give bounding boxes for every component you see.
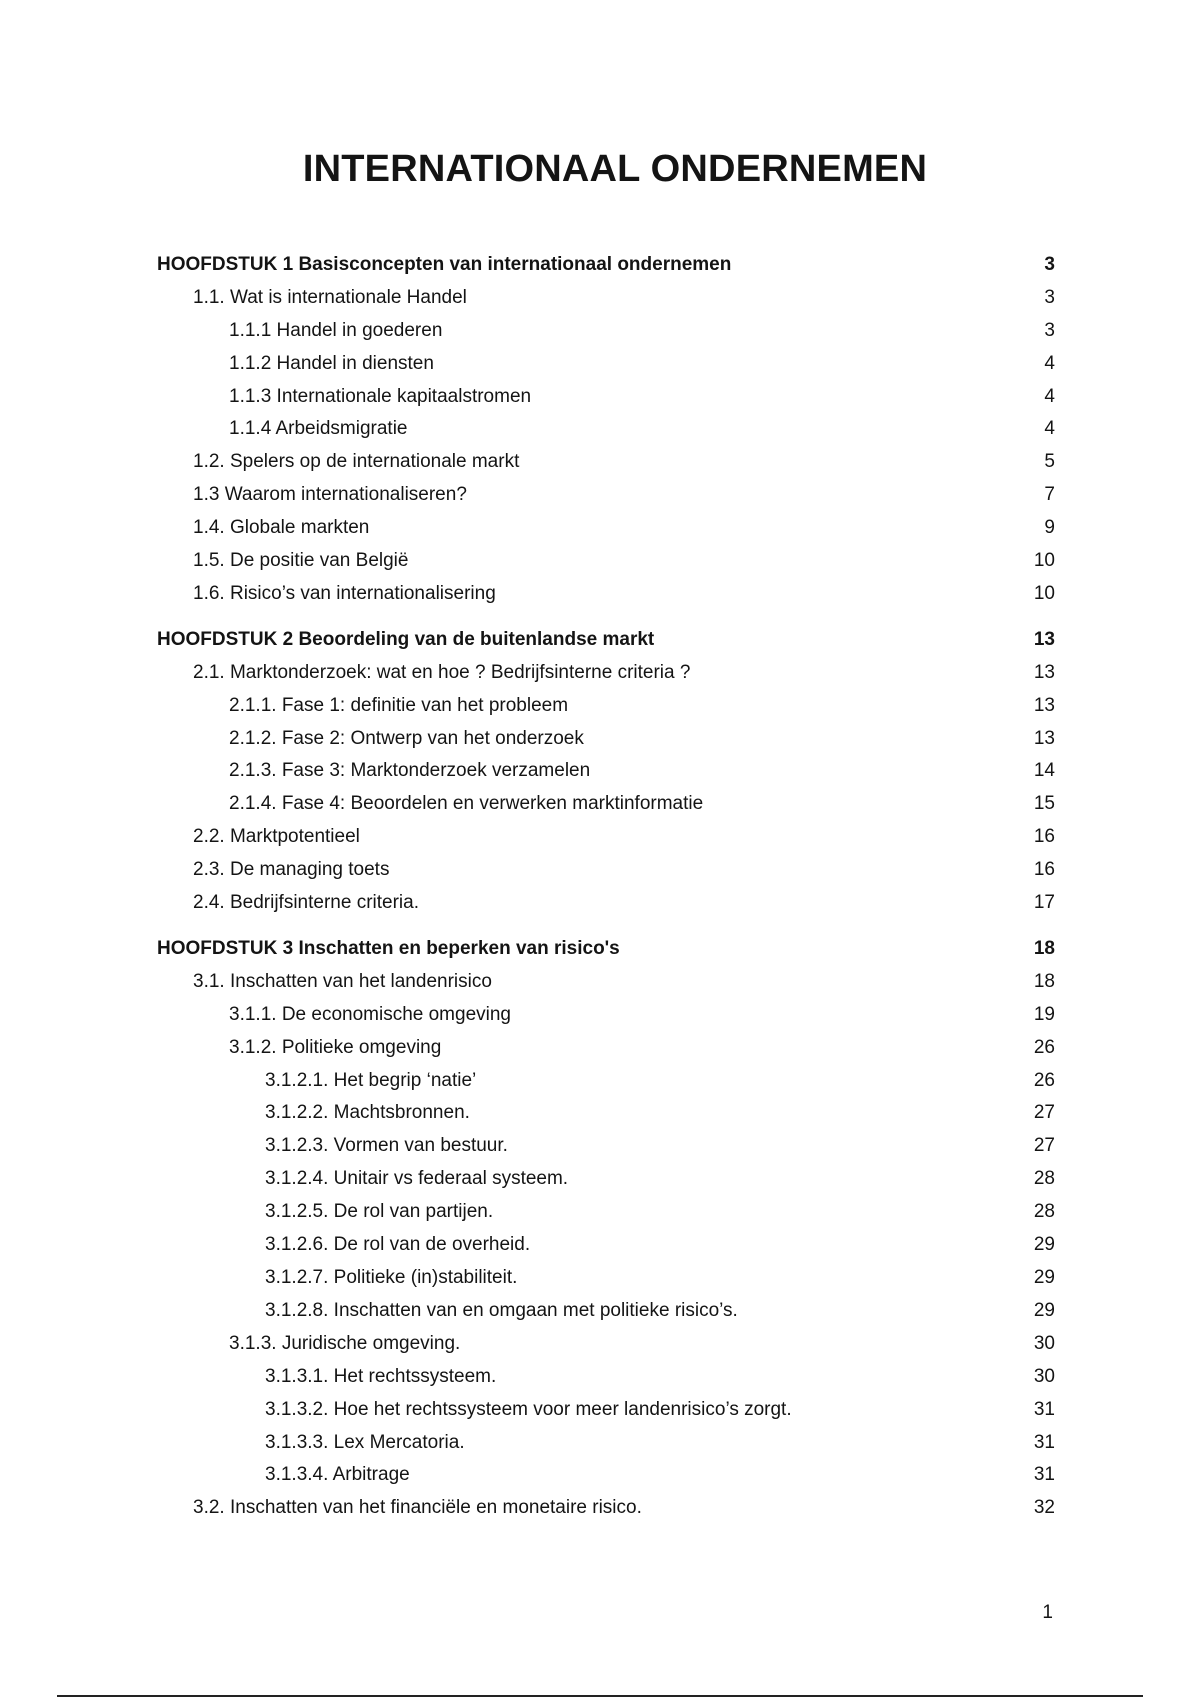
toc-chapter-entry[interactable] — [0, 627, 1200, 653]
toc-entry-title: 2.4. Bedrijfsinterne criteria. — [193, 892, 419, 913]
toc-entry[interactable] — [0, 1035, 1200, 1061]
toc-entry-page: 29 — [1033, 1234, 1055, 1255]
toc-entry-page: 5 — [1044, 451, 1055, 472]
toc-entry-page: 17 — [1033, 892, 1055, 913]
toc-entry-page: 18 — [1033, 971, 1055, 992]
toc-entry-page: 13 — [1033, 629, 1055, 650]
toc-entry[interactable] — [0, 449, 1200, 475]
toc-entry-page: 31 — [1033, 1399, 1055, 1420]
toc-entry-page: 14 — [1033, 760, 1055, 781]
toc-entry-title: 1.4. Globale markten — [193, 517, 370, 538]
toc-entry[interactable] — [0, 1068, 1200, 1094]
toc-chapter-entry[interactable] — [0, 252, 1200, 278]
toc-entry-page: 4 — [1044, 353, 1055, 374]
toc-entry[interactable] — [0, 791, 1200, 817]
toc-entry[interactable] — [0, 581, 1200, 607]
toc-entry-page: 31 — [1033, 1464, 1055, 1485]
toc-entry-page: 32 — [1033, 1497, 1055, 1518]
toc-entry[interactable] — [0, 1166, 1200, 1192]
toc-chapter-entry[interactable] — [0, 936, 1200, 962]
toc-entry[interactable] — [0, 824, 1200, 850]
toc-entry-title: 2.2. Marktpotentieel — [193, 826, 360, 847]
document-title: INTERNATIONAAL ONDERNEMEN — [302, 148, 928, 190]
toc-entry-page: 4 — [1044, 386, 1055, 407]
toc-entry-page: 27 — [1033, 1135, 1055, 1156]
toc-entry-page: 13 — [1033, 662, 1055, 683]
toc-entry-title: 2.1.2. Fase 2: Ontwerp van het onderzoek — [229, 728, 584, 749]
toc-entry-page: 10 — [1033, 550, 1055, 571]
toc-entry-title: 3.1.3. Juridische omgeving. — [229, 1333, 461, 1354]
toc-entry-title: HOOFDSTUK 1 Basisconcepten van internationaal ondernemen — [157, 254, 732, 275]
footer-divider — [57, 1695, 1143, 1697]
toc-entry-title: 2.1. Marktonderzoek: wat en hoe ? Bedrijfsinterne criteria ? — [193, 662, 691, 683]
toc-entry[interactable] — [0, 1199, 1200, 1225]
toc-entry[interactable] — [0, 1397, 1200, 1423]
toc-entry[interactable] — [0, 969, 1200, 995]
toc-entry[interactable] — [0, 726, 1200, 752]
toc-entry[interactable] — [0, 1430, 1200, 1456]
toc-entry-page: 4 — [1044, 418, 1055, 439]
toc-entry-title: 1.1.4 Arbeidsmigratie — [229, 418, 408, 439]
toc-entry-page: 31 — [1033, 1432, 1055, 1453]
toc-entry-title: 3.1.1. De economische omgeving — [229, 1004, 511, 1025]
toc-entry[interactable] — [0, 1265, 1200, 1291]
toc-entry[interactable] — [0, 1364, 1200, 1390]
toc-entry-title: 1.1. Wat is internationale Handel — [193, 287, 467, 308]
toc-entry-title: 3.1.2.5. De rol van partijen. — [265, 1201, 494, 1222]
toc-entry-page: 16 — [1033, 859, 1055, 880]
toc-entry-page: 26 — [1033, 1070, 1055, 1091]
toc-entry-page: 19 — [1033, 1004, 1055, 1025]
toc-entry-title: 2.1.4. Fase 4: Beoordelen en verwerken marktinformatie — [229, 793, 704, 814]
toc-entry[interactable] — [0, 693, 1200, 719]
toc-entry-title: 1.1.3 Internationale kapitaalstromen — [229, 386, 532, 407]
toc-entry[interactable] — [0, 1133, 1200, 1159]
toc-entry[interactable] — [0, 285, 1200, 311]
toc-entry-title: HOOFDSTUK 2 Beoordeling van de buitenlandse markt — [157, 629, 655, 650]
toc-entry[interactable] — [0, 416, 1200, 442]
toc-entry[interactable] — [0, 1331, 1200, 1357]
toc-entry-page: 16 — [1033, 826, 1055, 847]
toc-entry[interactable] — [0, 515, 1200, 541]
toc-entry-page: 3 — [1044, 254, 1055, 275]
toc-entry-title: HOOFDSTUK 3 Inschatten en beperken van risico's — [157, 938, 620, 959]
toc-entry-page: 28 — [1033, 1168, 1055, 1189]
toc-entry-title: 3.1.3.2. Hoe het rechtssysteem voor meer landenrisico’s zorgt. — [265, 1399, 792, 1420]
toc-entry-title: 3.1.2.1. Het begrip ‘natie’ — [265, 1070, 477, 1091]
toc-entry-title: 3.1.2.2. Machtsbronnen. — [265, 1102, 470, 1123]
toc-entry-title: 3.2. Inschatten van het financiële en monetaire risico. — [193, 1497, 642, 1518]
toc-entry[interactable] — [0, 1002, 1200, 1028]
toc-entry-page: 27 — [1033, 1102, 1055, 1123]
toc-entry-title: 3.1.2. Politieke omgeving — [229, 1037, 442, 1058]
toc-entry-page: 13 — [1033, 728, 1055, 749]
toc-entry-title: 1.2. Spelers op de internationale markt — [193, 451, 520, 472]
toc-entry-title: 1.1.1 Handel in goederen — [229, 320, 443, 341]
toc-entry-title: 3.1.2.3. Vormen van bestuur. — [265, 1135, 508, 1156]
toc-entry[interactable] — [0, 1232, 1200, 1258]
toc-entry[interactable] — [0, 318, 1200, 344]
toc-entry-title: 1.6. Risico’s van internationalisering — [193, 583, 496, 604]
toc-entry-page: 9 — [1044, 517, 1055, 538]
toc-entry-title: 3.1.2.8. Inschatten van en omgaan met politieke risico’s. — [265, 1300, 738, 1321]
toc-entry-page: 3 — [1044, 287, 1055, 308]
toc-entry-page: 18 — [1033, 938, 1055, 959]
toc-entry[interactable] — [0, 482, 1200, 508]
toc-entry-page: 29 — [1033, 1267, 1055, 1288]
toc-entry[interactable] — [0, 1495, 1200, 1521]
toc-entry-title: 1.1.2 Handel in diensten — [229, 353, 434, 374]
toc-entry-page: 13 — [1033, 695, 1055, 716]
toc-entry-title: 3.1.3.3. Lex Mercatoria. — [265, 1432, 465, 1453]
toc-entry[interactable] — [0, 890, 1200, 916]
toc-entry-title: 3.1.2.4. Unitair vs federaal systeem. — [265, 1168, 569, 1189]
toc-entry-title: 3.1. Inschatten van het landenrisico — [193, 971, 492, 992]
toc-entry-title: 1.5. De positie van België — [193, 550, 409, 571]
toc-entry-title: 3.1.3.4. Arbitrage — [265, 1464, 410, 1485]
toc-entry-page: 29 — [1033, 1300, 1055, 1321]
toc-entry[interactable] — [0, 758, 1200, 784]
toc-entry-page: 3 — [1044, 320, 1055, 341]
toc-entry[interactable] — [0, 857, 1200, 883]
toc-entry-page: 7 — [1044, 484, 1055, 505]
toc-entry[interactable] — [0, 548, 1200, 574]
toc-entry[interactable] — [0, 660, 1200, 686]
toc-entry-page: 15 — [1033, 793, 1055, 814]
toc-entry-title: 3.1.3.1. Het rechtssysteem. — [265, 1366, 497, 1387]
toc-entry[interactable] — [0, 351, 1200, 377]
toc-entry-page: 26 — [1033, 1037, 1055, 1058]
toc-entry-title: 1.3 Waarom internationaliseren? — [193, 484, 467, 505]
toc-entry-title: 2.3. De managing toets — [193, 859, 390, 880]
toc-entry[interactable] — [0, 384, 1200, 410]
toc-entry-page: 28 — [1033, 1201, 1055, 1222]
toc-entry-page: 30 — [1033, 1333, 1055, 1354]
toc-entry-title: 2.1.3. Fase 3: Marktonderzoek verzamelen — [229, 760, 591, 781]
toc-entry-page: 30 — [1033, 1366, 1055, 1387]
page-number: 1 — [1042, 1602, 1053, 1623]
toc-entry[interactable] — [0, 1100, 1200, 1126]
toc-entry-page: 10 — [1033, 583, 1055, 604]
toc-entry-title: 3.1.2.7. Politieke (in)stabiliteit. — [265, 1267, 518, 1288]
toc-entry-title: 3.1.2.6. De rol van de overheid. — [265, 1234, 531, 1255]
toc-entry[interactable] — [0, 1462, 1200, 1488]
toc-entry-title: 2.1.1. Fase 1: definitie van het probleem — [229, 695, 569, 716]
toc-entry[interactable] — [0, 1298, 1200, 1324]
